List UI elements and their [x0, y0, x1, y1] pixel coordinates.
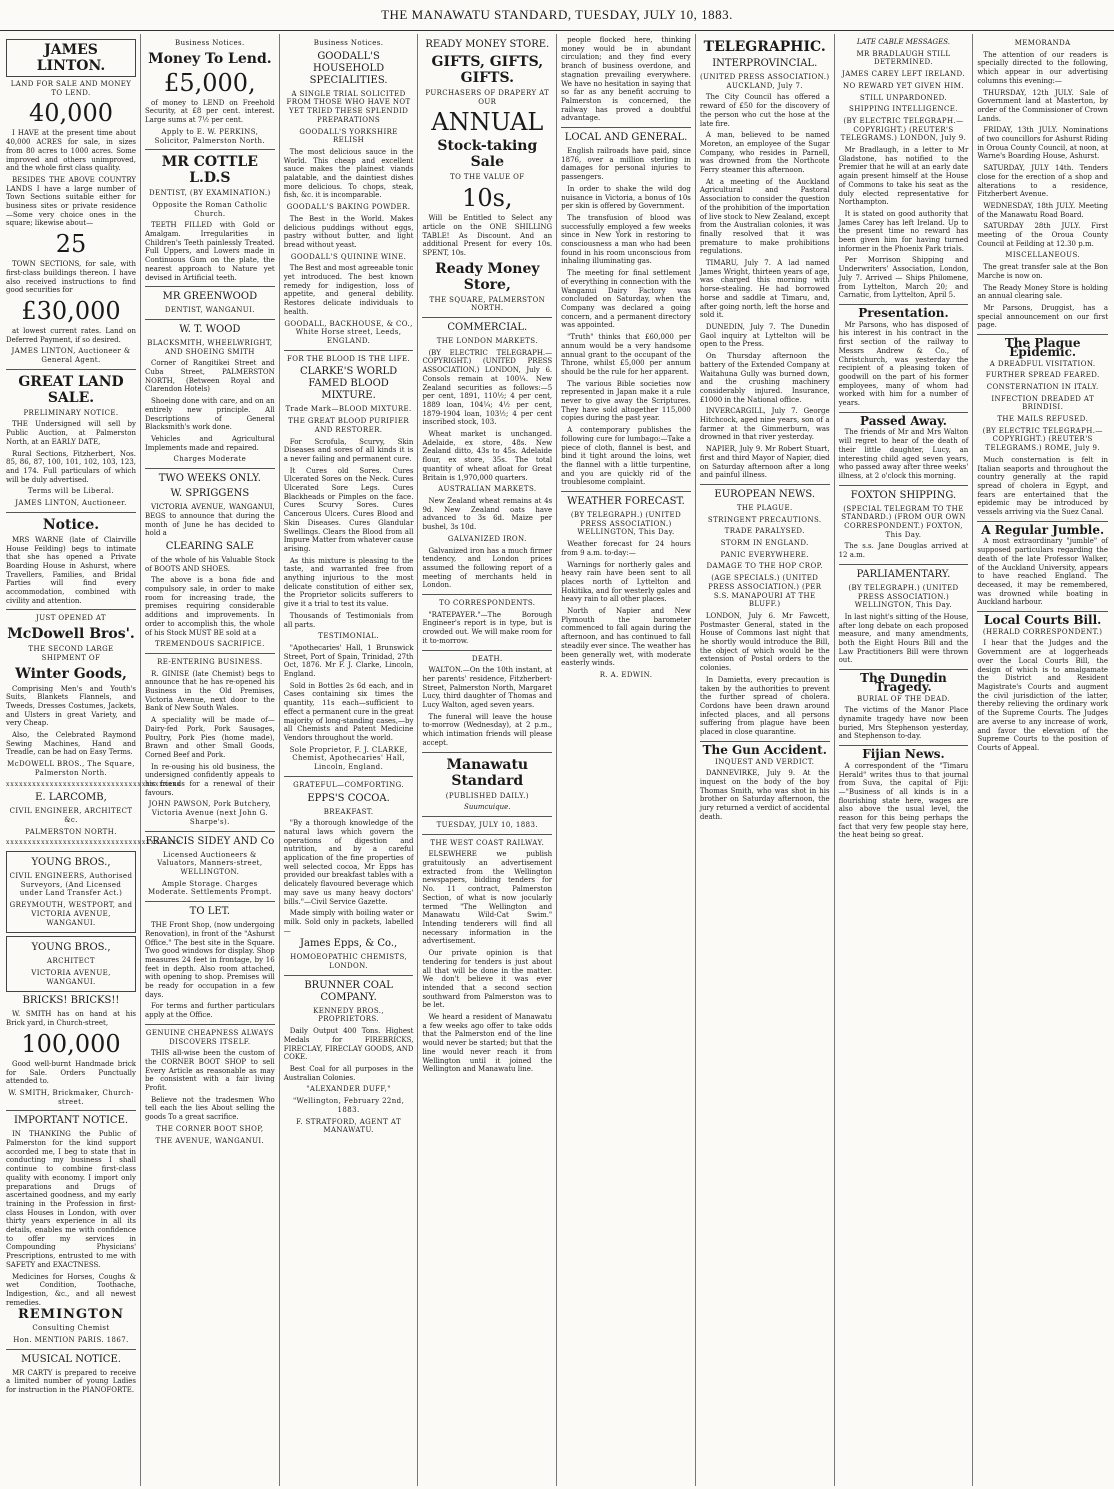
charges-text: Charges Moderate: [173, 455, 247, 464]
column-4: [418, 34, 557, 1486]
ten-shillings-figure: 10s,: [462, 184, 513, 213]
bottles-text: Sold in Bottles 2s 6d each, and in Cases containing six times the quantity, 11s each—sufficient to effect a permanent cure in the great majority of long-standing cases,—by all Chemists and Patent Medicine Vendors throughout the world.: [283, 681, 414, 742]
memoranda-item-5: SATURDAY 28th JULY. First meeting of the Oroua County Council at Feilding at 12.30 p.m.: [977, 222, 1109, 248]
memoranda-item-2: FRIDAY, 13th JULY. Nominations of two councillors for Ashurst Riding in Oroua County Council, at noon, at Warne's Boarding House, Ashurst.: [977, 126, 1109, 161]
unpardoned-heading: STILL UNPARDONED.: [859, 93, 948, 102]
clarke-signature: Sole Proprietor, F. J. CLARKE, Chemist, Apothecaries' Hall, Lincoln, England.: [289, 745, 408, 772]
death-heading: DEATH.: [471, 654, 503, 663]
cocoa-text: "By a thorough knowledge of the natural laws which govern the operations of digestion and nutrition, and by a careful application of the fine properties of well selected cocoa, Mr Epps has provided our breakfast tables with a delicately flavoured beverage which may save us many heavy doctors' bills."—Civil Service Gazette.: [283, 819, 414, 906]
dunedin-tragedy-heading: The Dunedin Tragedy.: [860, 671, 947, 694]
young-bros-engineers-ad: [6, 851, 136, 933]
gun-accident-heading: The Gun Accident.: [702, 742, 827, 757]
dentist-location: Opposite the Roman Catholic Church.: [152, 200, 268, 218]
remington-heading: REMINGTON: [17, 1307, 125, 1323]
smith-signature: W. SMITH, Brickmaker, Church-street.: [8, 1088, 134, 1106]
auction-text: THE Undersigned will sell by Public Auction, at Palmerston North, at an EARLY DATE,: [6, 420, 136, 446]
purchasers-text: PURCHASERS OF DRAPERY AT OUR: [425, 89, 550, 106]
drowned-text: A man, believed to be named Moreton, an employee of the Sugar Company, who resides in Parnell, was drowned from the Northcote Ferry steamer this afternoon.: [699, 131, 830, 175]
iron-text: Galvanized iron has a much firmer tendency, and London prices assumed the following report of a meeting of merchants held in London.: [422, 546, 553, 590]
sections-figure: 25: [55, 230, 87, 259]
mcdowell-heading: McDowell Bros'.: [7, 626, 135, 643]
james-epps-heading: James Epps, & Co.,: [299, 938, 398, 950]
battery-text: On Thursday afternoon the battery of the Extended Company at Waitahuna Gully was burned down, and the crushing machinery considerably injured. Insurance, £1000 in the National office.: [699, 352, 830, 404]
ratepayer-text: "RATEPAYER."—The Borough Engineer's report is in type, but is crowded out. We will make room for it to-morrow.: [422, 610, 553, 645]
relish-text: The most delicious sauce in the World. This cheap and excellent sauce makes the plainest viands palatable, and the daintiest dishes more delicious. To chops, steak, fish, &c. it is incomparable.: [283, 147, 414, 200]
correspondents-heading: TO CORRESPONDENTS.: [439, 599, 536, 608]
value-text: TO THE VALUE OF: [450, 173, 525, 182]
edwin-signature: R. A. EDWIN.: [599, 671, 653, 679]
foxton-shipping-heading: FOXTON SHIPPING.: [850, 489, 957, 501]
divider: [977, 334, 1108, 335]
spriggens-heading: W. SPRIGGENS: [170, 488, 250, 500]
foxton-source: (SPECIAL TELEGRAM TO THE STANDARD.) (FROM OUR OWN CORRESPONDENT.) FOXTON, This Day.: [841, 504, 966, 539]
local-general-heading: LOCAL AND GENERAL.: [564, 132, 688, 144]
age-specials-source: (AGE SPECIALS.) (UNITED PRESS ASSOCIATION.) (PER S.S. MANAPOURI AT THE BLUFF.): [708, 574, 822, 609]
wheat-text: Wheat market is unchanged. Adelaide, ex store, 48s. New Zealand ditto, 43s to 45s. Adelaide flour, ex store, 35s. The total quantity of wheat afloat for Great Britain is 1,970,000 quarters.: [422, 430, 553, 482]
epps-cocoa-heading: EPPS'S COCOA.: [307, 792, 390, 804]
store-address: THE SQUARE, PALMERSTON NORTH.: [429, 295, 546, 313]
railway-text-1: ELSEWHERE we publish gratuitously an advertisement extracted from the Wellington newspapers, bidding tenders for No. 11 contract, Palmerston Section, of what is now jocularly termed "The Wellington and Manawatu Wild-Cat Swim." Intending tenderers will find all necessary information in the advertisement.: [422, 850, 553, 946]
funeral-text: The funeral will leave the house to-morrow (Wednesday), at 2 p.m., which intimation friends will please accept.: [422, 712, 553, 747]
local-item-6: The various Bible societies now represented in Japan make it a rule never to give away the Scriptures. They have sold altogether 115,000 copies during the past year.: [561, 379, 691, 423]
local-courts-heading: Local Courts Bill.: [984, 613, 1102, 628]
stratford-signature: F. STRATFORD, AGENT AT MANAWATU.: [296, 1117, 402, 1135]
italy-subheading: CONSTERNATION IN ITALY.: [986, 382, 1099, 391]
divider: [145, 286, 275, 287]
masthead-rule: [0, 30, 1114, 31]
bona-fide-text: The above is a bona fide and compulsory sale, in order to make room for increasing trade, the premises requiring considerable additions and improvements. In order to accomplish this, the whole of his Stock MUST BE sold at a: [145, 576, 275, 637]
london-markets-heading: THE LONDON MARKETS.: [436, 337, 538, 346]
panic-subheading: PANIC EVERYWHERE.: [720, 550, 809, 559]
pawson-signature: JOHN PAWSON, Pork Butchery, Victoria Avenue (next John G. Sharpe's).: [148, 800, 272, 826]
teeth-text: TEETH FILLED with Gold or Amalgam. Irregularities in Children's Teeth painlessly Treated. Full Uppers, and Lowers made in Continuous Gum on the plate, the nearest approach to Nature yet devised in Artificial teeth.: [145, 221, 275, 282]
divider: [6, 1349, 136, 1350]
ready-money-store-heading: READY MONEY STORE.: [425, 39, 550, 50]
divider: [422, 650, 552, 651]
divider: [145, 653, 275, 654]
parliamentary-heading: PARLIAMENTARY.: [856, 568, 951, 580]
scrofula-text: For Scrofula, Scurvy, Skin Diseases and sores of all kinds it is a never failing and permanent cure.: [283, 437, 414, 463]
jumble-text: A most extraordinary "jumble" of supposed particulars regarding the death of the late Professor Walker, of the Auckland University, appears to have reached England. The deceased, it may be remembered, was drowned while boating in Auckland harbour.: [977, 537, 1109, 607]
issue-date: TUESDAY, JULY 10, 1883.: [436, 820, 538, 829]
duff-heading: "ALEXANDER DUFF,": [306, 1085, 391, 1094]
walton-death-text: WALTON.—On the 10th instant, at her parents' residence, Fitzherbert-Street, Palmerston North, Margaret Lucy, third daughter of Thomas and Lucy Walton, aged seven years.: [422, 666, 553, 710]
spriggens-text: VICTORIA AVENUE, WANGANUI, BEGS to announce that during the month of June he has decided to hold a: [145, 503, 275, 538]
memoranda-heading: MEMORANDA: [1014, 39, 1071, 47]
memoranda-item-1: THURSDAY, 12th JULY. Sale of Government land at Masterton, by order of the Commissioner of Crown Lands.: [977, 88, 1109, 123]
paris-mention: Hon. MENTION PARIS. 1867.: [13, 1335, 129, 1344]
architect-place: VICTORIA AVENUE, WANGANUI.: [31, 969, 111, 986]
money-figure: £30,000: [21, 296, 121, 325]
shilling-table-text: Will be Entitled to Select any article on the ONE SHILLING TABLE! As Discount. And an additional Present for every 10s. SPENT, 10s.: [422, 214, 553, 257]
musical-notice-heading: MUSICAL NOTICE.: [21, 1353, 121, 1365]
local-item-4: The meeting for final settlement of everything in connection with the Wanganui Dairy Factory was concluded on Saturday, when the Company was declared a going concern, and a permanent directory was appointed.: [561, 269, 691, 330]
commercial-heading: COMMERCIAL.: [447, 322, 528, 334]
shipping-text: Per Morrison Shipping and Underwriters' Association, London, July 7. Arrived — Ships Philomene, from Lyttelton, March 20; and Carnatic, from Lyttelton, April 5.: [838, 256, 969, 300]
winter-goods-text: Comprising Men's and Youth's Suits, Blankets Flannels, and Tweeds, Dresses Costumes, Jackets, and Ulsters in great Variety, and very Cheap.: [6, 684, 136, 728]
poem-text: Believe not the tradesmen Who tell each the lies About selling the goods To a great sacrifice.: [145, 1095, 275, 1122]
divider: [839, 745, 969, 746]
misc-item-2: The Ready Money Store is holding an annual clearing sale.: [977, 283, 1109, 301]
divider: [145, 149, 275, 150]
consols-text: (BY ELECTRIC TELEGRAPH.—COPYRIGHT.) (UNITED PRESS ASSOCIATION.) LONDON, July 6. Consols remain at 100¼. New Zealand securities as follows:—5 per cent, 1891, 110½; 4 per cent, 1889 loan, 104¼; 4½ per cent, 1879-1904 loan, 103½; 4 per cent inscribed stock, 103.: [422, 348, 553, 427]
column-2: [141, 34, 280, 1486]
divider: [977, 521, 1108, 522]
musical-notice-text: MR CARTY is prepared to receive a limited number of young Ladies for instruction in the PIANOFORTE.: [6, 1368, 136, 1394]
fawcett-text: LONDON, July 6. Mr Fawcett, Postmaster General, stated in the House of Commons last night that he shortly would introduce the Bill, the object of which would be the extension of Postal orders to the colonies.: [699, 611, 830, 673]
plague-epidemic-heading: The Plague Epidemic.: [1004, 336, 1081, 359]
divider: [561, 491, 691, 492]
divider: [977, 611, 1108, 612]
railway-continued-text: people flocked here, thinking money would be in abundant circulation; and they find every branch of business overdone, and stagnation prevailing everywhere. We have no hesitation in saying that so far as any benefit accruing to Palmerston is concerned, the railway has proved a doubtful advantage.: [561, 36, 691, 123]
pork-speciality-text: A speciality will be made of— Dairy-fed Pork, Pork Sausages, Poultry, Pork Pies (home made), Brawn and other Small Goods, Corned Beef and Pork.: [145, 716, 275, 759]
baking-powder-text: The Best in the World. Makes delicious puddings without eggs, pastry without butter, and light bread without yeast.: [283, 214, 414, 249]
young-bros-heading: YOUNG BROS.,: [31, 857, 111, 869]
land-for-sale-subheading: LAND FOR SALE AND MONEY TO LEND.: [10, 80, 132, 97]
james-linton-heading: JAMES LINTON.: [6, 39, 136, 77]
re-entering-heading: RE-ENTERING BUSINESS.: [157, 657, 263, 666]
carey-text: It is stated on good authority that James Carey has left Ireland. Up to the present time no reward has been given him for having turned informer in the Phoenix Park trials.: [838, 209, 969, 253]
stock-taking-heading: Stock-taking Sale: [437, 138, 538, 171]
acres-figure: 40,000: [29, 99, 113, 128]
divider: [839, 412, 969, 413]
railway-heading: THE WEST COAST RAILWAY.: [430, 838, 545, 847]
divider: [839, 485, 969, 486]
quinine-wine-heading: GOODALL'S QUININE WINE.: [290, 252, 407, 261]
fijian-news-heading: Fijian News.: [862, 747, 945, 762]
securities-text: TOWN SECTIONS, for sale, with first-class buildings thereon. I have also received instructions to find good securities for: [6, 260, 136, 295]
presentation-heading: Presentation.: [858, 305, 949, 320]
goodall-signature: GOODALL, BACKHOUSE, & CO., White Horse street, Leeds, ENGLAND.: [284, 319, 413, 345]
divider: [839, 669, 969, 670]
divider: [145, 901, 275, 902]
newspaper-columns: [2, 34, 1112, 1486]
cures-list-text: It Cures old Sores. Cures Ulcerated Sores on the Neck. Cures Ulcerated Sore Legs. Cures Blackheads or Pimples on the face. Cures Scurvy Sores. Cures Cancerous Ulcers. Cures Blood and Skin Diseases. Cures Glandular Swellings. Clears the Blood from all Impure Matter from whatever cause arising.: [283, 466, 414, 553]
larcomb-heading: E. LARCOMB,: [35, 792, 107, 804]
clearing-sale-heading: CLEARING SALE: [165, 540, 254, 552]
perkins-contact: Apply to E. W. PERKINS, Solicitor, Palmerston North.: [154, 127, 266, 145]
dentist-subheading: DENTIST, (BY EXAMINATION.): [149, 189, 271, 198]
brindisi-subheading: INFECTION DREADED AT BRINDISI.: [991, 394, 1095, 412]
weather-source: (BY TELEGRAPH.) (UNITED PRESS ASSOCIATION.) WELLINGTON, This Day.: [570, 511, 682, 537]
divider: [6, 369, 136, 370]
quinine-text: The Best and most agreeable tonic yet introduced. The best known remedy for indigestion, loss of appetite, and general debility. Restores delicate individuals to health.: [283, 264, 414, 316]
divider: [561, 127, 691, 128]
chemist-title: Consulting Chemist: [32, 1324, 110, 1333]
architect-label: ARCHITECT: [47, 957, 95, 966]
masthead: [0, 0, 1114, 30]
medicines-text: Medicines for Horses, Coughs & wet Condition, Toothache, Indigestion, &c., and all newest remedies.: [6, 1272, 136, 1307]
trade-mark-text: Trade Mark—BLOOD MIXTURE.: [285, 405, 412, 414]
divider: [6, 609, 136, 610]
shipment-subheading: THE SECOND LARGE SHIPMENT OF: [28, 645, 114, 662]
local-item-7: A contemporary publishes the following cure for lumbago:—Take a piece of cloth, flannel is best, and bind it tight around the loins, wet the flannel with a little turpentine, and you are quickly rid of the troublesome complaint.: [561, 426, 691, 487]
memoranda-intro: The attention of our readers is specially directed to the following, which appear in our advertising columns this evening:—: [977, 50, 1109, 85]
divider: [422, 752, 552, 753]
burial-subheading: BURIAL OF THE DEAD.: [857, 694, 950, 703]
railway-text-3: We heard a resident of Manawatu a few weeks ago offer to take odds that the Palmerston end of the line would never be started; but that the line would never reach it from Wellington until it joined the Wellington and Manawatu line.: [422, 1013, 553, 1074]
column-7: [835, 34, 974, 1486]
corner-boot-text: THIS all-wise been the custom of the CORNER BOOT SHOP to sell Every Article as reasonable as may be consistent with a fair living Profit.: [145, 1049, 275, 1093]
pawson-text: In re-ousing his old business, the undersigned confidently appeals to his friends for a renewal of their favours.: [145, 762, 275, 797]
sewing-machines-text: Also, the Celebrated Raymond Sewing Machines, Hand and Treadle, can be had on Easy Terms.: [6, 731, 136, 757]
published-daily-text: (PUBLISHED DAILY.): [445, 791, 529, 800]
weather-text-2: Warnings for northerly gales and heavy rain have been sent to all places north of Lyttelton and Hokitika, and for westerly gales and heavy rain to all other places.: [561, 560, 691, 604]
mails-subheading: THE MAILS REFUSED.: [997, 415, 1088, 424]
breakfast-subheading: BREAKFAST.: [323, 807, 374, 816]
purifier-heading: THE GREAT BLOOD PURIFIER AND RESTORER.: [288, 417, 410, 434]
yorkshire-relish-heading: GOODALL'S YORKSHIRE RELISH: [299, 127, 398, 145]
town-sections-text: BESIDES THE ABOVE COUNTRY LANDS I have a large number of Town Sections suitable either for business sites or private residence—Some very choice ones in the square; likewise about—: [6, 175, 136, 228]
telegraphic-heading: TELEGRAPHIC.: [703, 39, 826, 55]
greenwood-subheading: DENTIST, WANGANUI.: [164, 306, 255, 315]
sacrifice-heading: TREMENDOUS SACRIFICE.: [155, 640, 265, 649]
baking-powder-heading: GOODALL'S BAKING POWDER.: [286, 203, 411, 212]
business-notices-heading: Business Notices.: [313, 39, 384, 47]
homoeopathic-subheading: HOMOEOPATHIC CHEMISTS, LONDON.: [290, 953, 408, 971]
column-3: [280, 34, 419, 1486]
divider: [284, 776, 414, 777]
no-reward-heading: NO REWARD YET GIVEN HIM.: [843, 81, 964, 90]
divider: [422, 594, 552, 595]
gifts-heading: GIFTS, GIFTS, GIFTS.: [431, 54, 544, 86]
young-bros-profession: CIVIL ENGINEERS, Authorised Surveyors, (And Licensed under Land Transfer Act.): [9, 872, 133, 898]
misc-item-3: Mr Parsons, Druggist, has a special announcement on our first page.: [977, 303, 1109, 330]
to-let-heading: TO LET.: [189, 906, 231, 918]
boots-text: of the whole of his Valuable Stock of BOOTS AND SHOES.: [145, 555, 275, 573]
terms-text: Terms will be Liberal.: [27, 487, 115, 496]
corner-boot-heading: THE CORNER BOOT SHOP,: [156, 1124, 264, 1133]
wood-heading: W. T. WOOD: [179, 323, 241, 335]
local-item-3: The transfusion of blood was successfully employed a few weeks since in New York in restoring to consciousness a man who had been found in his room unconscious from inhaling illuminating gas.: [561, 213, 691, 266]
foxton-text: The s.s. Jane Douglas arrived at 12 a.m.: [838, 542, 969, 560]
weather-forecast-heading: WEATHER FORECAST.: [567, 496, 685, 508]
notice-heading: Notice.: [42, 516, 100, 533]
galvanized-iron-heading: GALVANIZED IRON.: [447, 534, 527, 543]
european-news-heading: EUROPEAN NEWS.: [714, 488, 816, 500]
agricultural-text: At a meeting of the Auckland Agricultural and Pastoral Association to consider the question of the prohibition of the importation of live stock to New Zealand, except from the Australian colonies, it was finally resolved that it was premature to make prohibitions regulations.: [699, 177, 830, 256]
two-weeks-heading: TWO WEEKS ONLY.: [158, 473, 261, 485]
wood-address-text: Corner of Rangitikei Street and Cuba Street, PALMERSTON NORTH, (Between Royal and Clarendon Hotels): [145, 359, 275, 394]
corner-boot-address: THE AVENUE, WANGANUI.: [155, 1136, 265, 1145]
local-item-2: In order to shake the wild dog nuisance in Victoria, a bonus of 10s per skin is offered by Government.: [561, 184, 691, 211]
important-notice-heading: IMPORTANT NOTICE.: [13, 1115, 129, 1127]
motto-text: Suumcuique.: [464, 803, 511, 812]
just-opened-heading: JUST OPENED AT: [36, 614, 106, 623]
divider: [284, 975, 414, 976]
output-text: Daily Output 400 Tons. Highest Medals for FIREBRICKS, FIRECLAY, FIRECLAY GOODS, AND COKE.: [283, 1027, 414, 1062]
terms-apply-text: For terms and further particulars apply at the Office.: [145, 1002, 275, 1020]
plague-text: Much consternation is felt in Italian seaports and throughout the country generally at the rapid spread of cholera in Egypt, and fears are entertained that the epidemic may be introduced by vessels arriving via the Suez Canal.: [977, 455, 1109, 517]
divider: [145, 319, 275, 320]
divider: [700, 484, 830, 485]
memoranda-item-4: WEDNESDAY, 18th JULY. Meeting of the Manawatu Road Board.: [977, 201, 1109, 219]
plague-subheading: THE PLAGUE.: [736, 503, 793, 512]
railway-text-2: Our private opinion is that tendering for tenders is just about all that will be done in the matter. We don't believe it was ever intended that a second section southward from Palmerston was to be let.: [422, 949, 553, 1010]
money-to-lend-heading: Money To Lend.: [148, 50, 272, 67]
divider: [422, 816, 552, 817]
timaru-text: TIMARU, July 7. A lad named James Wright, thirteen years of age, was charged this morning with horse-stealing. He had borrowed horse and saddle at Timaru, and, after going north, left the horse and sold it.: [699, 259, 830, 320]
business-notices-heading: Business Notices.: [175, 39, 245, 47]
invercargill-text: INVERCARGILL, July 7. George Hitchcock, aged nine years, son of a farmer at the Gimmerburn, was drowned in that river yesterday.: [699, 407, 830, 442]
boarding-house-text: MRS WARNE (late of Clairville House Feilding) begs to intimate that she has opened a Private Boarding House in Ashurst, where Travellers, Families, and Bridal Parties will find every accommodation, combined with civility and attention.: [6, 535, 136, 605]
duff-date: "Wellington, February 22nd, 1883.: [292, 1097, 405, 1114]
grateful-heading: GRATEFUL—COMFORTING.: [293, 780, 404, 789]
hop-crop-subheading: DAMAGE TO THE HOP CROP.: [706, 562, 823, 571]
tragedy-text: The victims of the Manor Place dynamite tragedy have now been buried, Mrs Stephenson yesterday, and Stephenson to-day.: [838, 706, 969, 741]
rural-sections-text: Rural Sections, Fitzherbert, Nos. 85, 86, 87, 100, 101, 102, 103, 123, and 174. Full particulars of which will be duly advertised.: [6, 449, 136, 484]
presentation-text: Mr Parsons, who has disposed of his interest in his contract in the first section of the railway to Messrs Andrew & Co., of Christchurch, was yesterday the recipient of a pleasing token of goodwill on the part of his former employees, many of whom had worked with him for a number of years.: [838, 320, 969, 408]
sidey-subheading: Licensed Auctioneers & Valuators, Manners-street, WELLINGTON.: [157, 850, 263, 876]
column-8: [973, 34, 1112, 1486]
ginise-text: R. GINISE (late Chemist) begs to announce that he has re-opened his Business in the Old Premises, Victoria Avenue, next door to the Bank of New South Wales.: [145, 669, 275, 713]
precautions-subheading: STRINGENT PRECAUTIONS.: [707, 515, 822, 524]
divider: [700, 741, 830, 742]
mixture-text: As this mixture is pleasing to the taste, and warranted free from anything injurious to the most delicate constitution of either sex, the Proprietor solicits sufferers to give it a trial to test its value.: [283, 556, 414, 609]
inquest-subheading: INQUEST AND VERDICT.: [715, 757, 815, 766]
divider: [422, 317, 552, 318]
front-shop-text: THE Front Shop, (now undergoing Renovation), in front of the "Ashurst Office." The best site in the Square. Two good windows for display. Shop measures 24 feet in frontage, by 16 feet in depth. Also room attached, with opening to shop. Premises will be ready for occupation in a few days.: [145, 921, 275, 999]
ready-money-store-footer: Ready Money Store,: [435, 260, 540, 293]
deferred-payment-text: at lowest current rates. Land on Deferred Payment, if so desired.: [6, 326, 136, 344]
clarke-heading: CLARKE'S WORLD FAMED BLOOD MIXTURE.: [299, 366, 398, 402]
damietta-text: In Damietta, every precaution is taken by the authorities to prevent the further spread of cholera. Cordons have been drawn around infected places, and all persons suffering from plague have been placed in close quarantine.: [699, 675, 830, 737]
divider: [839, 304, 969, 305]
australian-markets-heading: AUSTRALIAN MARKETS.: [438, 485, 537, 494]
blacksmith-subheading: BLACKSMITH, WHEELWRIGHT, AND SHOEING SMITH: [147, 338, 273, 356]
city-council-text: The City Council has offered a reward of £50 for the discovery of the person who cut the hose at the late fire.: [699, 93, 830, 128]
bricks-heading: BRICKS! BRICKS!!: [22, 995, 120, 1007]
chemist-notice-text: IN THANKING the Public of Palmerston for the kind support accorded me, I beg to state that in conducting my business I shall continue to combine first-class quality with economy. I import only preparations and Drugs of ascertained goodness, and my early training in the Profession in first-class Houses in London, with over thirty years experience in all its details, enables me with confidence to offer my services in Compounding Physicians' Prescriptions, entrusted to me with SAFETY and EXACTNESS.: [6, 1130, 136, 1269]
blood-life-heading: FOR THE BLOOD IS THE LIFE.: [286, 354, 411, 363]
divider: [839, 564, 969, 565]
misc-item-1: The great transfer sale at the Bon Marche is now on.: [977, 263, 1109, 280]
napier-text: NAPIER, July 9. Mr Robert Stuart, first and third Mayor of Napier, died on Saturday afternoon after a long and painful illness.: [699, 445, 830, 480]
nz-wheat-text: New Zealand wheat remains at 4s 9d. New Zealand oats have advanced to 3s 6d. Maize per bushel, 3s 10d.: [422, 496, 553, 532]
auctioneer-signature: JAMES LINTON, Auctioneer.: [15, 499, 127, 508]
divider: [284, 350, 414, 351]
best-coal-text: Best Coal for all purposes in the Australian Colonies.: [283, 1064, 414, 1082]
cottle-heading: MR COTTLE L.D.S: [161, 154, 258, 187]
goodall-heading: GOODALL'S HOUSEHOLD SPECIALITIES.: [309, 50, 388, 86]
spread-subheading: FURTHER SPREAD FEARED.: [985, 371, 1100, 380]
column-1: JAMES LINTON. LAND FOR SALE AND MONEY TO LEND. 40,000 I HAVE at the present time about 40,000 ACRES for sale, in sizes from 80 acres to 1000 acres. Some improved and others unimproved, and the whole first class quality. BESIDES THE ABOVE COUNTRY LANDS I have a large number of Town Sections suitable either for business sites or private residence—Some very choice ones in the square; likewise about— 25 TOWN SECTIONS, for sale, with first-class buildings thereon. I have also received instructions to find good securities for £30,000 at lowest current rates. Land on Deferred Payment, if so desired. JAMES LINTON, Auctioneer & General Agent. GREAT LAND SALE. PRELIMINARY NOTICE. THE Undersigned will sell by Public Auction, at Palmerston North, at an EARLY DATE, Rural Sections, Fitzherbert, Nos. 85, 86, 87, 100, 101, 102, 103, 123, and 174. Full particulars of which will be duly advertised. Terms will be Liberal. JAMES LINTON, Auctioneer. Notice. MRS WARNE (late of Clairville House Feilding) begs to intimate that she has opened a Private Boarding House in Ashurst, where Travellers, Families, and Bridal Parties will find every accommodation, combined with civility and attention. JUST OPENED AT McDowell Bros'. THE SECOND LARGE SHIPMENT OF Winter Goods, Comprising Men's and Youth's Suits, Blankets Flannels, and Tweeds, Dresses Costumes, Jackets, and Ulsters in great Variety, and very Cheap. Also, the Celebrated Raymond Sewing Machines, Hand and Treadle, can be had on Easy Terms. McDOWELL BROS., The Square, Palmerston North. xxxxxxxxxxxxxxxxxxxxxxxxxxxxxxxxxxxxxxxx E. LARCOMB, CIVIL ENGINEER, ARCHITECT &c. PALMERSTON NORTH. xxxxxxxxxxxxxxxxxxxxxxxxxxxxxxxxxxxxxxxx YOUNG BROS., CIVIL ENGINEERS, Authorised Surveyors, (And Licensed under Land Transfer Act.) GREYMOUTH, WESTPORT, and VICTORIA AVENUE, WANGANUI. YOUNG BROS., ARCHITECT VICTORIA AVENUE, WANGANUI. BRICKS! BRICKS!! W. SMITH has on hand at his Brick yard, in Church-street, 100,000 Good well-burnt Handmade brick for Sale. Orders Punctually attended to. W. SMITH, Brickmaker, Church-street. IMPORTANT NOTICE. IN THANKING the Public of Palmerston for the kind support accorded me, I beg to state that in conducting my business I shall continue to combine first-class quality with economy. I import only preparations and Drugs of ascertained goodness, and my early training in the Profession in first-class Houses in London, with over thirty years experience in all its details, enables me with confidence to offer my services in Compounding Physicians' Prescriptions, entrusted to me with SAFETY and EXACTNESS. Medicines for Horses, Coughs & wet Condition, Toothache, Indigestion, &c., and all newest remedies. REMINGTON Consulting Chemist Hon. MENTION PARIS. 1867. MUSICAL NOTICE. MR CARTY is prepared to receive a limited number of young Ladies for instruction in the PIANOFORTE.: [2, 34, 141, 1486]
divider: [422, 834, 552, 835]
shoeing-text: Shoeing done with care, and on an entirely new principle. All Descriptions of General Blacksmith's work done.: [145, 397, 275, 432]
regular-jumble-heading: A Regular Jumble.: [981, 522, 1105, 537]
bradlaugh-text: Mr Bradlaugh, in a letter to Mr Gladstone, has notified to the Premier that he will at an early date again present himself at the House of Commons to take his seat as the duly elected representative for Northampton.: [838, 146, 969, 207]
herald-source: (HERALD CORRESPONDENT.): [982, 627, 1103, 636]
vehicles-text: Vehicles and Agricultural Implements made and repaired.: [145, 434, 275, 452]
loan-text: of money to LEND on Freehold Security, at £8 per cent. interest. Large sums at 7½ per cent.: [145, 98, 275, 125]
masthead-title: THE MANAWATU STANDARD, TUESDAY, JULY 10, 1883.: [381, 7, 733, 22]
auckland-dateline: (UNITED PRESS ASSOCIATION.) AUCKLAND, July 7.: [699, 73, 830, 90]
column-5: [557, 34, 696, 1486]
young-bros-architect-ad: [6, 936, 136, 992]
loan-amount: £5,000,: [164, 68, 256, 97]
carey-heading: JAMES CAREY LEFT IRELAND.: [842, 70, 965, 79]
local-item-5: "Truth" thinks that £60,000 per annum would be a very handsome annual grant to the occupant of the Throne, whilst £5,000 per annum should be the rule for her apparent.: [561, 333, 691, 376]
brunner-heading: BRUNNER COAL COMPANY.: [304, 979, 393, 1003]
bradlaugh-heading: MR BRADLAUGH STILL DETERMINED.: [856, 49, 951, 67]
miscellaneous-heading: MISCELLANEOUS.: [1005, 251, 1081, 260]
shipping-intelligence-heading: SHIPPING INTELLIGENCE.: [849, 105, 958, 114]
parliamentary-text: In last night's sitting of the House, after long debate on each proposed measure, and many amendments, both the Eight Hours Bill and the Law Practitioners Bill were thrown out.: [838, 612, 969, 665]
mcdowell-signature: McDOWELL BROS., The Square, Palmerston North.: [7, 760, 135, 777]
bricks-figure: 100,000: [21, 1029, 121, 1058]
divider: [145, 1024, 275, 1025]
larcomb-profession: CIVIL ENGINEER, ARCHITECT &c.: [9, 807, 133, 824]
cheapness-heading: GENUINE CHEAPNESS ALWAYS DISCOVERS ITSELF.: [145, 1028, 274, 1046]
trade-subheading: TRADE PARALYSED.: [724, 527, 805, 536]
passed-away-text: The friends of Mr and Mrs Walton will regret to hear of the death of their little daughter, Lucy, an interesting child aged seven years, who passed away after three weeks' illness, at 2 o'clock this morning.: [838, 428, 969, 480]
late-cable-heading: LATE CABLE MESSAGES.: [856, 38, 951, 46]
testimonial-text: "Apothecaries' Hall, 1 Brunswick Street, Port of Spain, Trinidad, 27th Oct, 1876. Mr F. J. Clarke, Lincoln, England.: [283, 643, 414, 679]
storage-text: Ample Storage. Charges Moderate. Settlements Prompt.: [147, 879, 272, 897]
testimonial-heading: TESTIMONIAL.: [318, 632, 379, 641]
young-bros-place: GREYMOUTH, WESTPORT, and VICTORIA AVENUE, WANGANUI.: [9, 901, 133, 927]
interprovincial-heading: INTERPROVINCIAL.: [712, 58, 818, 69]
sidey-heading: FRANCIS SIDEY AND Co: [145, 835, 275, 847]
divider: [6, 1110, 136, 1111]
kennedy-subheading: KENNEDY BROS., PROPRIETORS.: [313, 1006, 385, 1024]
weather-text-3: North of Napier and New Plymouth the barometer commenced to fall again during the afternoon, and has continued to fall steadily ever since. The weather has been generally wet, with moderate easterly winds.: [561, 607, 691, 668]
bricks-text: W. SMITH has on hand at his Brick yard, in Church-street,: [6, 1010, 136, 1028]
boiling-water-text: Made simply with boiling water or milk. Sold only in packets, labelled—: [283, 909, 414, 935]
parliamentary-source: (BY TELEGRAPH.) (UNITED PRESS ASSOCIATION.) WELLINGTON, This Day.: [848, 583, 959, 610]
weather-text-1: Weather forecast for 24 hours from 9 a.m. to-day:—: [561, 540, 691, 557]
goodall-trial-text: A SINGLE TRIAL SOLICITED FROM THOSE WHO HAVE NOT YET TRIED THESE SPLENDID PREPARATIONS: [286, 89, 411, 124]
rome-dateline: (BY ELECTRIC TELEGRAPH.—COPYRIGHT.) (REUTER'S TELEGRAMS.) ROME, July 9.: [982, 426, 1103, 453]
courts-text: I hear that the Judges and the Government are at loggerheads over the Local Courts Bill, the design of which is to amalgamate the District and Resident Magistrate's Courts and augment the civil jurisdiction of the latter, thereby relieving the ordinary work of the Supreme Courts. The Judges are averse to any increase of work, and favor the elevation of the Supreme Courts to the position of Courts of Appeal.: [977, 639, 1109, 752]
larcomb-place: PALMERSTON NORTH.: [25, 827, 117, 836]
reuter-source: (BY ELECTRIC TELEGRAPH.—COPYRIGHT.) (REUTER'S TELEGRAMS.) LONDON, July 9.: [840, 116, 967, 143]
testimonials-text: Thousands of Testimonials from all parts.: [283, 611, 414, 629]
winter-goods-heading: Winter Goods,: [15, 665, 127, 682]
dunedin-text: DUNEDIN, July 7. The Dunedin Gaol inquiry at Lyttelton will be open to the Press.: [699, 322, 830, 349]
visitation-subheading: A DREADFUL VISITATION.: [989, 359, 1096, 368]
young-bros-architect-heading: YOUNG BROS.,: [31, 942, 111, 954]
passed-away-heading: Passed Away.: [860, 413, 947, 428]
local-item-1: English railroads have paid, since 1876, over a million sterling in damages for personal injuries to passengers.: [561, 147, 691, 182]
divider: [145, 468, 275, 469]
preliminary-notice-subheading: PRELIMINARY NOTICE.: [23, 408, 119, 417]
great-land-sale-heading: GREAT LAND SALE.: [18, 373, 124, 406]
inquest-text: DANNEVIRKE, July 9. At the inquest on the body of the boy Thomas Smith, who was shot in his brother on Saturday afternoon, the jury returned a verdict of accidental death.: [699, 769, 830, 821]
manawatu-standard-heading: Manawatu Standard: [446, 756, 529, 789]
greenwood-heading: MR GREENWOOD: [162, 291, 258, 303]
land-ad-text: I HAVE at the present time about 40,000 ACRES for sale, in sizes from 80 acres to 1000 acres. Some improved and others unimproved, and the whole first class quality.: [6, 129, 136, 173]
fijian-text: A correspondent of the "Timaru Herald" writes thus to that journal from Suva, the capital of Fiji:—"Business of all kinds is in a flourishing state here, wages are also above the usual level, the reason for this being perhaps the fact that very few people stay here, the heat being so great.: [838, 761, 969, 840]
annual-heading: ANNUAL: [431, 108, 544, 137]
linton-signature: JAMES LINTON, Auctioneer & General Agent.: [11, 347, 131, 365]
storm-subheading: STORM IN ENGLAND.: [720, 539, 809, 548]
memoranda-item-3: SATURDAY, JULY 14th. Tenders close for the erection of a shop and alterations to a residence, Fitzherbert Avenue.: [977, 164, 1109, 199]
bricks-order-text: Good well-burnt Handmade brick for Sale. Orders Punctually attended to.: [6, 1059, 136, 1086]
column-6: [696, 34, 835, 1486]
divider: [6, 512, 136, 513]
divider: [145, 831, 275, 832]
